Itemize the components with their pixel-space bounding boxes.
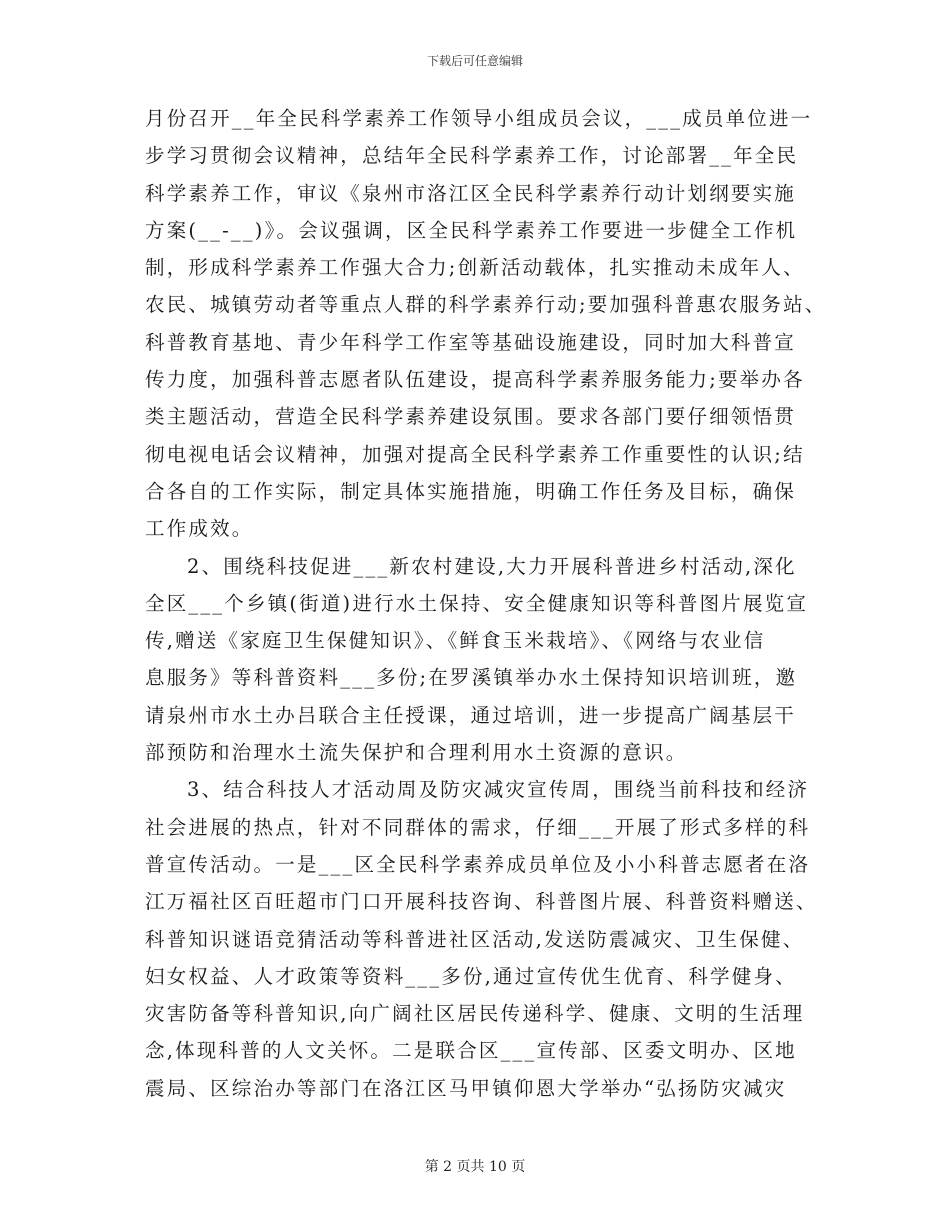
- text-line: 科学素养工作，审议《泉州市洛江区全民科学素养行动计划纲要实施: [145, 181, 797, 205]
- text-line: 工作成效。: [145, 517, 254, 541]
- text-line: 震局、区综治办等部门在洛江区马甲镇仰恩大学举办“弘扬防灾减灾: [145, 1076, 787, 1100]
- paragraph-start-line: 3、结合科技人才活动周及防灾减灾宣传周，围绕当前科技和经济: [187, 778, 810, 802]
- text-line: 社会进展的热点，针对不同群体的需求，仔细___开展了形式多样的科: [145, 815, 811, 839]
- text-line: 普宣传活动。一是___区全民科学素养成员单位及小小科普志愿者在洛: [145, 852, 811, 876]
- text-line: 妇女权益、人才政策等资料___多份,通过宣传优生优育、科学健身、: [145, 964, 797, 988]
- text-line: 传,赠送《家庭卫生保健知识》、《鲜食玉米栽培》、《网络与农业信: [145, 629, 766, 653]
- text-line: 农民、城镇劳动者等重点人群的科学素养行动;要加强科普惠农服务站、: [145, 293, 827, 317]
- text-line: 月份召开__年全民科学素养工作领导小组成员会议，___成员单位进一: [145, 107, 813, 130]
- document-body: [145, 100, 827, 1107]
- paragraph-start-line: 2、围绕科技促进___新农村建设,大力开展科普进乡村活动,深化: [187, 554, 797, 578]
- text-line: 彻电视电话会议精神，加强对提高全民科学素养工作重要性的认识;结: [145, 442, 805, 466]
- text-line: 灾害防备等科普知识,向广阔社区居民传递科学、健康、文明的生活理: [145, 1002, 805, 1026]
- text-line: 合各自的工作实际，制定具体实施措施，明确工作任务及目标，确保: [145, 479, 797, 503]
- text-line: 步学习贯彻会议精神，总结年全民科学素养工作，讨论部署__年全民: [145, 144, 799, 168]
- text-line: 请泉州市水土办吕联合主任授课，通过培训，进一步提高广阔基层干: [145, 703, 797, 727]
- text-line: 科普教育基地、青少年科学工作室等基础设施建设，同时加大科普宣: [145, 330, 797, 354]
- text-line: 科普知识谜语竞猜活动等科普进社区活动,发送防震减灾、卫生保健、: [145, 927, 805, 951]
- text-line: 方案(__-__)》。会议强调，区全民科学素养工作要进一步健全工作机: [145, 218, 798, 242]
- text-line: 制，形成科学素养工作强大合力;创新活动载体，扎实推动未成年人、: [145, 256, 805, 280]
- page-footer: 第 2 页共 10 页: [424, 1159, 526, 1175]
- text-line: 念,体现科普的人文关怀。二是联合区___宣传部、区委文明办、区地: [145, 1039, 797, 1063]
- text-line: 全区___个乡镇(街道)进行水土保持、安全健康知识等科普图片展览宣: [145, 591, 809, 615]
- text-line: 传力度，加强科普志愿者队伍建设，提高科学素养服务能力;要举办各: [145, 368, 805, 392]
- text-line: 江万福社区百旺超市门口开展科技咨询、科普图片展、科普资料赠送、: [145, 890, 818, 914]
- page-header: 下载后可任意编辑: [426, 54, 523, 68]
- text-line: 部预防和治理水土流失保护和合理利用水土资源的意识。: [145, 741, 688, 765]
- text-line: 类主题活动，营造全民科学素养建设氛围。要求各部门要仔细领悟贯: [145, 405, 797, 429]
- text-line: 息服务》等科普资料___多份;在罗溪镇举办水土保持知识培训班，邀: [145, 666, 798, 690]
